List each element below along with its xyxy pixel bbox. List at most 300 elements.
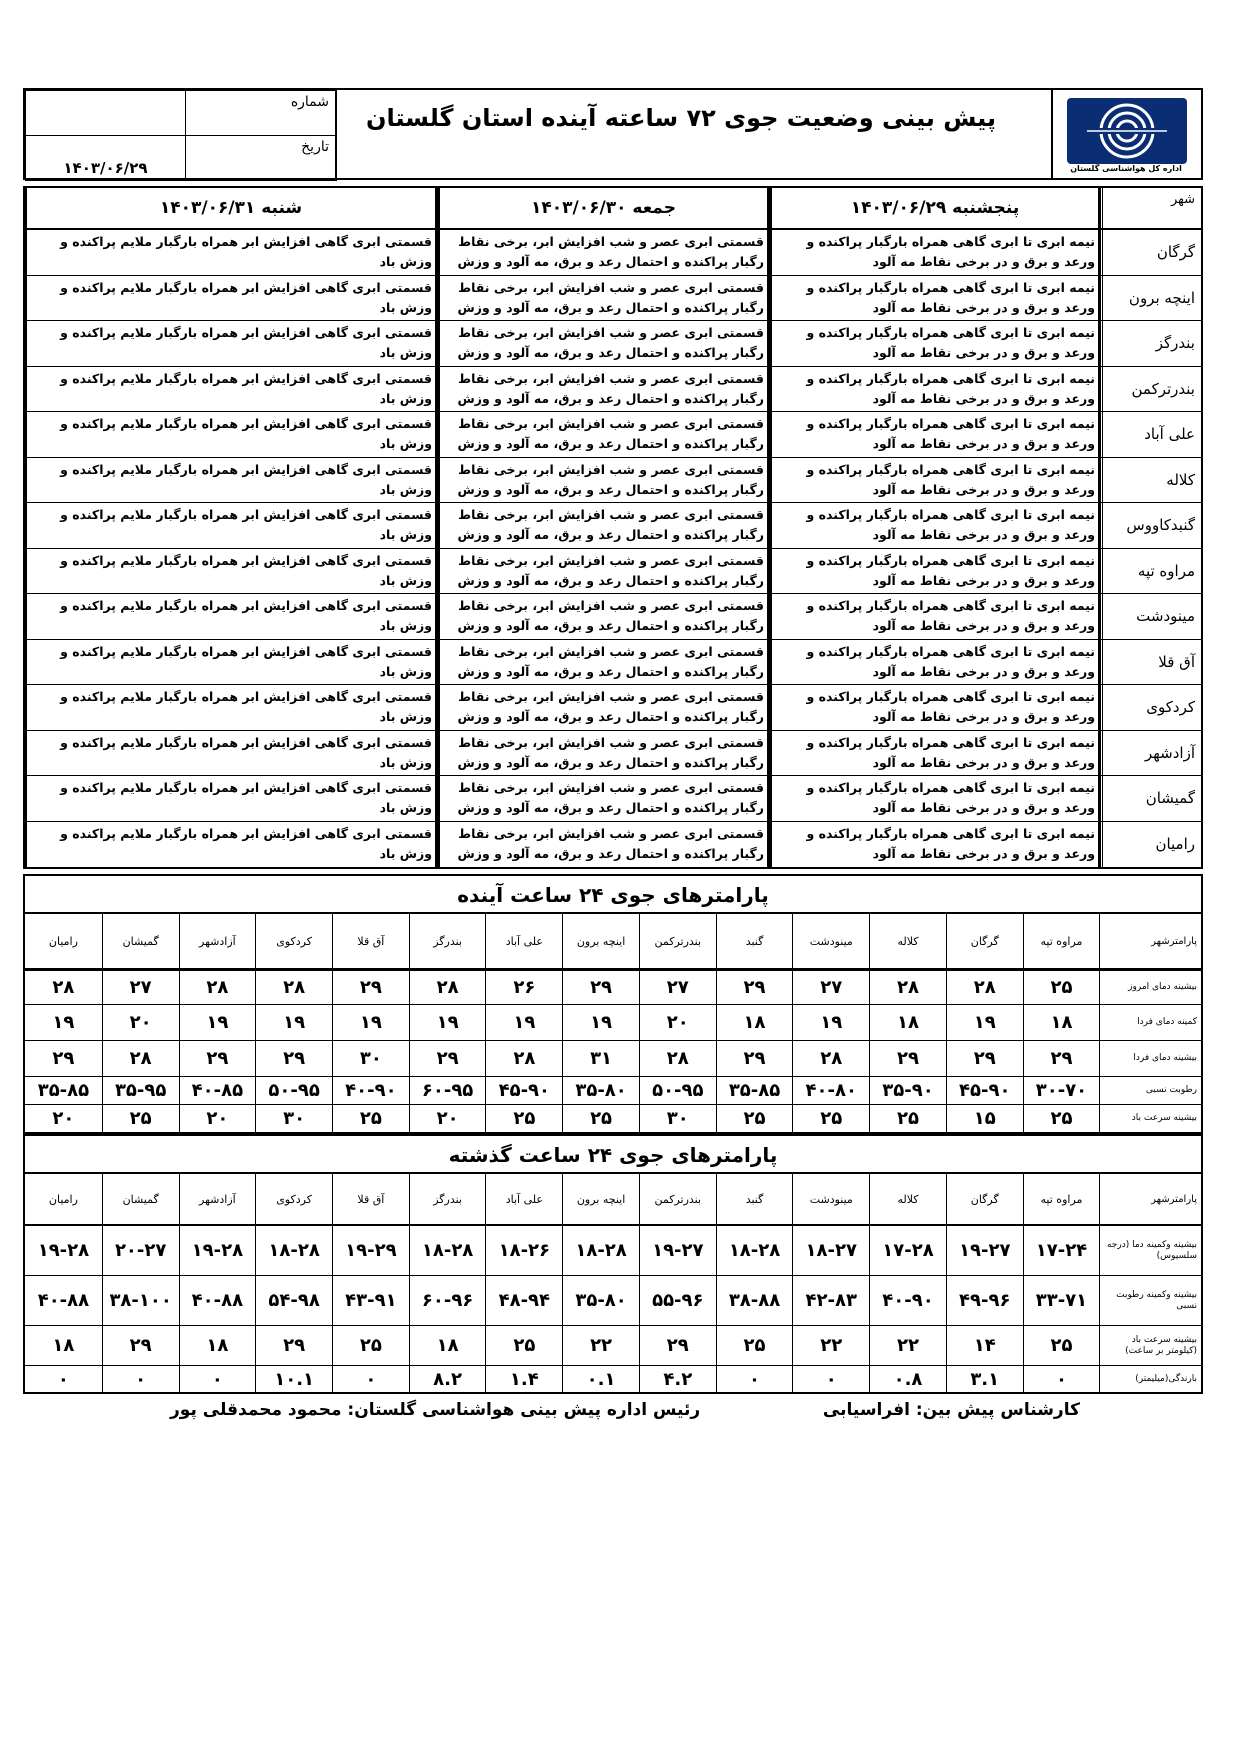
- city-name: آق قلا: [1100, 640, 1201, 685]
- param-row: [25, 1105, 1201, 1133]
- param-city-header: مراوه تپه: [1023, 1174, 1100, 1224]
- param-city-header: بندرترکمن: [639, 914, 716, 968]
- city-name: مینودشت: [1100, 594, 1201, 639]
- param-city-header: مینودشت: [792, 1174, 869, 1224]
- forecast-cell-d2: [437, 822, 769, 868]
- forecast-text: نیمه ابری تا ابری گاهی همراه بارگبار پراکنده و ورعد و برق و در برخی نقاط مه آلود: [806, 598, 1095, 633]
- param-value: ۲۸: [179, 971, 256, 1004]
- city-name: گرگان: [1100, 230, 1201, 275]
- param-value: ۲۵: [102, 1105, 179, 1132]
- forecast-text: نیمه ابری تا ابری گاهی همراه بارگبار پراکنده و ورعد و برق و در برخی نقاط مه آلود: [806, 416, 1095, 451]
- forecast-cell-d1: [769, 412, 1100, 457]
- forecast-cell-d2: [437, 367, 769, 412]
- forecast-cell-d1: [769, 731, 1100, 776]
- param-city-header: بندرگز: [409, 1174, 486, 1224]
- param-value: ۰: [179, 1366, 256, 1392]
- param-value: ۲۰-۲۷: [102, 1226, 179, 1275]
- param-label: بیشینه وکمینه دما (درجه سلسیوس): [1099, 1226, 1201, 1275]
- forecast-text: قسمتی ابری گاهی افزایش ابر همراه بارگبار ملایم پراکنده و وزش باد: [60, 689, 432, 724]
- param-value: ۶۰-۹۵: [409, 1077, 486, 1104]
- param-row: [25, 1226, 1201, 1276]
- forecast-text: قسمتی ابری گاهی افزایش ابر همراه بارگبار ملایم پراکنده و وزش باد: [60, 825, 432, 861]
- past24-body: [25, 1226, 1201, 1392]
- param-value: ۴۰-۸۸: [37, 1290, 90, 1311]
- forecast-text: قسمتی ابری گاهی افزایش ابر همراه بارگبار ملایم پراکنده و وزش باد: [60, 780, 432, 815]
- param-value: ۲۰: [52, 1108, 75, 1129]
- param-value: ۲۷: [639, 971, 716, 1004]
- forecast-cell-d1: [769, 549, 1100, 594]
- param-city-header: آزادشهر: [179, 1174, 256, 1224]
- param-value: ۴۸-۹۴: [485, 1276, 562, 1325]
- page-title: پیش بینی وضعیت جوی ۷۲ ساعته آینده استان گلستان: [366, 104, 996, 132]
- param-value: ۲۸: [485, 1041, 562, 1076]
- forecast-cell-d3: [25, 640, 437, 685]
- param-row: [25, 1366, 1201, 1392]
- city-name: اینچه برون: [1100, 276, 1201, 321]
- forecast-cell-d1: [769, 685, 1100, 730]
- param-value: ۴۰-۹۰: [332, 1077, 409, 1104]
- day2-header: جمعه ۱۴۰۳/۰۶/۳۰: [437, 188, 769, 228]
- forecast-cell-d3: [25, 412, 437, 457]
- forecast-cell-d1: [769, 276, 1100, 321]
- param-city-header: گمیشان: [102, 914, 179, 968]
- meteorology-logo: [1067, 98, 1187, 164]
- param-city-header: گرگان: [946, 914, 1023, 968]
- param-value: ۱۸: [52, 1335, 75, 1356]
- forecast-header-row: [25, 188, 1201, 230]
- forecast-cell-d3: [25, 776, 437, 821]
- param-row: [25, 969, 1201, 1005]
- param-value: ۲۰: [179, 1105, 256, 1132]
- param-value: ۱۹-۲۷: [946, 1226, 1023, 1275]
- param-city-header: مراوه تپه: [1023, 914, 1100, 968]
- param-value: ۲۸: [792, 1041, 869, 1076]
- param-value: ۲۹: [716, 1041, 793, 1076]
- param-value: ۱۹: [792, 1005, 869, 1040]
- forecast-text: قسمتی ابری عصر و شب افزایش ابر، برخی نقاط رگبار پراکنده و احتمال رعد و برق، مه آلود و وزش: [457, 825, 764, 861]
- city-name: گمیشان: [1100, 776, 1201, 821]
- param-city-header: مینودشت: [792, 914, 869, 968]
- param-label: بیشینه دمای امروز: [1099, 971, 1201, 1004]
- param-value: ۴۲-۸۳: [792, 1276, 869, 1325]
- param-value: ۲۵: [332, 1105, 409, 1132]
- param-value: ۰.۱: [562, 1366, 639, 1392]
- forecast-text: نیمه ابری تا ابری گاهی همراه بارگبار پراکنده و ورعد و برق و در برخی نقاط مه آلود: [806, 325, 1095, 360]
- forecast-text: قسمتی ابری گاهی افزایش ابر همراه بارگبار ملایم پراکنده و وزش باد: [60, 461, 432, 497]
- param-value: ۱۹: [485, 1005, 562, 1040]
- forecast-cell-d2: [437, 230, 769, 275]
- city-name: بندرگز: [1100, 321, 1201, 366]
- param-value: ۱۷-۲۴: [1023, 1226, 1100, 1275]
- forecast-text: قسمتی ابری عصر و شب افزایش ابر، برخی نقاط رگبار پراکنده و احتمال رعد و برق، مه آلود و وزش: [457, 552, 764, 588]
- day3-header: شنبه ۱۴۰۳/۰۶/۳۱: [25, 188, 437, 228]
- param-city-header: بندرگز: [409, 914, 486, 968]
- param-label: بیشینه سرعت باد: [1099, 1105, 1201, 1132]
- param-row: [25, 1326, 1201, 1366]
- param-value: ۳۳-۷۱: [1023, 1276, 1100, 1325]
- forecast-cell-d3: [25, 549, 437, 594]
- param-city-header: گمیشان: [102, 1174, 179, 1224]
- param-value: ۲۲: [792, 1326, 869, 1365]
- param-value: ۲۷: [102, 971, 179, 1004]
- param-value: ۱۰.۱: [255, 1366, 332, 1392]
- param-value: ۳۰: [332, 1041, 409, 1076]
- forecast-cell-d2: [437, 503, 769, 548]
- forecast-text: نیمه ابری تا ابری گاهی همراه بارگبار پراکنده و ورعد و برق و در برخی نقاط مه آلود: [806, 734, 1095, 770]
- logo-org-text: اداره کل هواشناسی گلستان: [1070, 164, 1182, 173]
- param-value: ۲۰: [639, 1005, 716, 1040]
- day1-header: پنجشنبه ۱۴۰۳/۰۶/۲۹: [769, 188, 1100, 228]
- param-city-header: علی آباد: [485, 914, 562, 968]
- forecast-text: نیمه ابری تا ابری گاهی همراه بارگبار پراکنده و ورعد و برق و در برخی نقاط مه آلود: [806, 643, 1095, 679]
- param-city-header: رامیان: [48, 934, 78, 948]
- forecast-text: نیمه ابری تا ابری گاهی همراه بارگبار پراکنده و ورعد و برق و در برخی نقاط مه آلود: [806, 461, 1095, 497]
- param-value: ۲۵: [1023, 1105, 1100, 1132]
- param-value: ۲۵: [332, 1326, 409, 1365]
- param-city-header: بندرترکمن: [639, 1174, 716, 1224]
- forecast-text: قسمتی ابری عصر و شب افزایش ابر، برخی نقاط رگبار پراکنده و احتمال رعد و برق، مه آلود و وزش: [457, 234, 764, 269]
- forecast-cell-d2: [437, 321, 769, 366]
- param-value: ۲۹: [869, 1041, 946, 1076]
- param-value: ۳۵-۸۵: [37, 1080, 90, 1101]
- forecast-text: قسمتی ابری گاهی افزایش ابر همراه بارگبار ملایم پراکنده و وزش باد: [60, 370, 432, 406]
- forecast-text: نیمه ابری تا ابری گاهی همراه بارگبار پراکنده و ورعد و برق و در برخی نقاط مه آلود: [806, 825, 1095, 861]
- param-value: ۱۸: [409, 1326, 486, 1365]
- forecast-cell-d2: [437, 594, 769, 639]
- past24-city-header-row: [25, 1174, 1201, 1226]
- forecast-text: نیمه ابری تا ابری گاهی همراه بارگبار پراکنده و ورعد و برق و در برخی نقاط مه آلود: [806, 370, 1095, 406]
- param-city-header: کلاله: [869, 1174, 946, 1224]
- bulletin-header: [23, 88, 1203, 180]
- param-value: ۰: [57, 1368, 69, 1390]
- forecast-cell-d1: [769, 594, 1100, 639]
- forecast-row: [25, 731, 1201, 777]
- param-city-header: گنبد: [716, 914, 793, 968]
- forecast-cell-d1: [769, 822, 1100, 868]
- forecast-cell-d3: [25, 367, 437, 412]
- forecast-text: قسمتی ابری گاهی افزایش ابر همراه بارگبار ملایم پراکنده و وزش باد: [60, 507, 432, 542]
- param-value: ۱۹-۲۸: [37, 1240, 90, 1261]
- param-value: ۱۹-۲۸: [179, 1226, 256, 1275]
- param-value: ۳۰-۷۰: [1023, 1077, 1100, 1104]
- param-value: ۱۵: [946, 1105, 1023, 1132]
- forecast-row: [25, 503, 1201, 549]
- param-value: ۲۹: [102, 1326, 179, 1365]
- forecast-cell-d1: [769, 367, 1100, 412]
- forecast-text: نیمه ابری تا ابری گاهی همراه بارگبار پراکنده و ورعد و برق و در برخی نقاط مه آلود: [806, 552, 1095, 588]
- city-name: کردکوی: [1100, 685, 1201, 730]
- param-value: ۲۰: [102, 1005, 179, 1040]
- param-value: ۱.۴: [485, 1366, 562, 1392]
- date-label: تاریخ: [186, 136, 337, 181]
- param-value: ۱۸-۲۸: [409, 1226, 486, 1275]
- param-value: ۲۹: [179, 1041, 256, 1076]
- forecast-text: نیمه ابری تا ابری گاهی همراه بارگبار پراکنده و ورعد و برق و در برخی نقاط مه آلود: [806, 780, 1095, 815]
- forecast-cell-d1: [769, 458, 1100, 503]
- param-value: ۰: [332, 1366, 409, 1392]
- forecast-text: قسمتی ابری عصر و شب افزایش ابر، برخی نقاط رگبار پراکنده و احتمال رعد و برق، مه آلود و وزش: [457, 325, 764, 360]
- forecast-text: قسمتی ابری عصر و شب افزایش ابر، برخی نقاط رگبار پراکنده و احتمال رعد و برق، مه آلود و وزش: [457, 689, 764, 724]
- param-value: ۲۵: [485, 1326, 562, 1365]
- param-value: ۴۰-۸۰: [792, 1077, 869, 1104]
- param-value: ۳۸-۱۰۰: [102, 1276, 179, 1325]
- param-value: ۳۵-۸۰: [562, 1276, 639, 1325]
- forecast-cell-d3: [25, 685, 437, 730]
- forecast-row: [25, 321, 1201, 367]
- param-value: ۲۹: [332, 971, 409, 1004]
- param-value: ۵۴-۹۸: [255, 1276, 332, 1325]
- param-city-header: گنبد: [716, 1174, 793, 1224]
- param-value: ۲۸: [946, 971, 1023, 1004]
- forecast-cell-d3: [25, 458, 437, 503]
- param-city-header: رامیان: [48, 1192, 78, 1206]
- param-label: رطوبت نسبی: [1099, 1077, 1201, 1104]
- forecast-row: [25, 685, 1201, 731]
- forecast-cell-d2: [437, 276, 769, 321]
- forecast-cell-d2: [437, 685, 769, 730]
- forecast-text: نیمه ابری تا ابری گاهی همراه بارگبار پراکنده و ورعد و برق و در برخی نقاط مه آلود: [806, 507, 1095, 542]
- expert-signature: کارشناس پیش بین: افراسیابی: [822, 1400, 1080, 1420]
- param-city-header: اینچه برون: [562, 914, 639, 968]
- param-value: ۱۸-۲۸: [562, 1226, 639, 1275]
- city-name: بندرترکمن: [1100, 367, 1201, 412]
- param-value: ۲۵: [869, 1105, 946, 1132]
- forecast-cell-d3: [25, 276, 437, 321]
- forecast-text: نیمه ابری تا ابری گاهی همراه بارگبار پراکنده و ورعد و برق و در برخی نقاط مه آلود: [806, 234, 1095, 269]
- forecast-row: [25, 276, 1201, 322]
- next24-params-table: [23, 874, 1203, 1135]
- logo-box: [1051, 90, 1201, 180]
- param-value: ۵۰-۹۵: [639, 1077, 716, 1104]
- param-value: ۲۵: [1023, 1326, 1100, 1365]
- param-value: ۲۸: [869, 971, 946, 1004]
- param-value: ۱۹: [946, 1005, 1023, 1040]
- param-value: ۴۵-۹۰: [946, 1077, 1023, 1104]
- param-value: ۱۹: [332, 1005, 409, 1040]
- number-date-table: [25, 90, 337, 181]
- param-value: ۳۸-۸۸: [716, 1276, 793, 1325]
- forecast-cell-d1: [769, 321, 1100, 366]
- param-value: ۱۹: [562, 1005, 639, 1040]
- next24-body: [25, 969, 1201, 1133]
- forecast-text: نیمه ابری تا ابری گاهی همراه بارگبار پراکنده و ورعد و برق و در برخی نقاط مه آلود: [806, 689, 1095, 724]
- signatures: [0, 1400, 1240, 1430]
- forecast-cell-d1: [769, 776, 1100, 821]
- param-value: ۲۹: [255, 1326, 332, 1365]
- param-value: ۳۵-۸۰: [562, 1077, 639, 1104]
- param-value: ۲۹: [639, 1326, 716, 1365]
- param-value: ۲۷: [792, 971, 869, 1004]
- city-name: رامیان: [1100, 822, 1201, 868]
- param-value: ۲۸: [52, 977, 75, 998]
- param-value: ۲۹: [409, 1041, 486, 1076]
- forecast-row: [25, 640, 1201, 686]
- param-value: ۱۸: [1023, 1005, 1100, 1040]
- forecast-cell-d2: [437, 731, 769, 776]
- date-value: ۱۴۰۳/۰۶/۲۹: [26, 136, 186, 181]
- param-row: [25, 1041, 1201, 1077]
- forecast-text: قسمتی ابری عصر و شب افزایش ابر، برخی نقاط رگبار پراکنده و احتمال رعد و برق، مه آلود و وزش: [457, 643, 764, 679]
- param-value: ۲۹: [716, 971, 793, 1004]
- forecast-cell-d3: [25, 822, 437, 868]
- forecast-text: قسمتی ابری عصر و شب افزایش ابر، برخی نقاط رگبار پراکنده و احتمال رعد و برق، مه آلود و وزش: [457, 461, 764, 497]
- number-value: [26, 91, 186, 136]
- forecast-text: قسمتی ابری گاهی افزایش ابر همراه بارگبار ملایم پراکنده و وزش باد: [60, 279, 432, 315]
- city-name: مراوه تپه: [1100, 549, 1201, 594]
- param-label: بارندگی(میلیمتر): [1099, 1366, 1201, 1392]
- param-value: ۴۳-۹۱: [332, 1276, 409, 1325]
- city-name: علی آباد: [1100, 412, 1201, 457]
- param-row: [25, 1077, 1201, 1105]
- param-label: بیشینه سرعت باد (کیلومتر بر ساعت): [1099, 1326, 1201, 1365]
- param-value: ۲۵: [792, 1105, 869, 1132]
- param-value: ۲۵: [485, 1105, 562, 1132]
- param-value: ۱۸-۲۶: [485, 1226, 562, 1275]
- param-value: ۰: [716, 1366, 793, 1392]
- forecast-text: قسمتی ابری عصر و شب افزایش ابر، برخی نقاط رگبار پراکنده و احتمال رعد و برق، مه آلود و وزش: [457, 416, 764, 451]
- forecast-text: قسمتی ابری عصر و شب افزایش ابر، برخی نقاط رگبار پراکنده و احتمال رعد و برق، مه آلود و وزش: [457, 598, 764, 633]
- forecast-cell-d3: [25, 594, 437, 639]
- city-name: کلاله: [1100, 458, 1201, 503]
- param-value: ۳۵-۹۵: [102, 1077, 179, 1104]
- param-value: ۴.۲: [639, 1366, 716, 1392]
- forecast-cell-d2: [437, 549, 769, 594]
- forecast-cell-d1: [769, 640, 1100, 685]
- city-name: آزادشهر: [1100, 731, 1201, 776]
- forecast-text: قسمتی ابری گاهی افزایش ابر همراه بارگبار ملایم پراکنده و وزش باد: [60, 643, 432, 679]
- forecast-text: نیمه ابری تا ابری گاهی همراه بارگبار پراکنده و ورعد و برق و در برخی نقاط مه آلود: [806, 279, 1095, 315]
- forecast-cell-d3: [25, 503, 437, 548]
- param-value: ۱۹: [255, 1005, 332, 1040]
- next24-title: پارامترهای جوی ۲۴ ساعت آینده: [25, 876, 1201, 914]
- forecast-row: [25, 230, 1201, 276]
- param-label: کمینه دمای فردا: [1099, 1005, 1201, 1040]
- param-value: ۱۹: [179, 1005, 256, 1040]
- param-label: بیشینه دمای فردا: [1099, 1041, 1201, 1076]
- forecast-cell-d3: [25, 230, 437, 275]
- forecast-text: قسمتی ابری گاهی افزایش ابر همراه بارگبار ملایم پراکنده و وزش باد: [60, 234, 432, 269]
- param-value: ۱۸: [869, 1005, 946, 1040]
- param-value: ۳۰: [255, 1105, 332, 1132]
- param-value: ۰: [102, 1366, 179, 1392]
- param-city-header: کردکوی: [255, 914, 332, 968]
- param-value: ۳۰: [639, 1105, 716, 1132]
- param-corner-label: پارامترشهر: [1099, 914, 1201, 968]
- param-value: ۲۵: [1023, 971, 1100, 1004]
- forecast-text: قسمتی ابری عصر و شب افزایش ابر، برخی نقاط رگبار پراکنده و احتمال رعد و برق، مه آلود و وزش: [457, 279, 764, 315]
- next24-city-header-row: [25, 914, 1201, 969]
- forecast-row: [25, 458, 1201, 504]
- forecast-text: قسمتی ابری گاهی افزایش ابر همراه بارگبار ملایم پراکنده و وزش باد: [60, 416, 432, 451]
- forecast-table: [23, 186, 1203, 869]
- param-value: ۲۸: [255, 971, 332, 1004]
- number-label: شماره: [186, 91, 337, 136]
- param-label: بیشینه وکمینه رطوبت نسبی: [1099, 1276, 1201, 1325]
- param-value: ۲۹: [52, 1048, 75, 1069]
- param-value: ۸.۲: [409, 1366, 486, 1392]
- forecast-text: قسمتی ابری گاهی افزایش ابر همراه بارگبار ملایم پراکنده و وزش باد: [60, 325, 432, 360]
- forecast-row: [25, 367, 1201, 413]
- param-value: ۲۹: [1023, 1041, 1100, 1076]
- forecast-cell-d3: [25, 321, 437, 366]
- param-value: ۳۵-۸۵: [716, 1077, 793, 1104]
- param-value: ۰: [792, 1366, 869, 1392]
- param-value: ۱۷-۲۸: [869, 1226, 946, 1275]
- param-value: ۱۸: [716, 1005, 793, 1040]
- param-value: ۱۸-۲۸: [716, 1226, 793, 1275]
- param-corner-label: پارامترشهر: [1099, 1174, 1201, 1224]
- param-value: ۳۱: [562, 1041, 639, 1076]
- param-value: ۲۵: [562, 1105, 639, 1132]
- forecast-text: قسمتی ابری عصر و شب افزایش ابر، برخی نقاط رگبار پراکنده و احتمال رعد و برق، مه آلود و وزش: [457, 780, 764, 815]
- param-city-header: آزادشهر: [179, 914, 256, 968]
- param-value: ۲۸: [639, 1041, 716, 1076]
- forecast-cell-d2: [437, 640, 769, 685]
- forecast-cell-d3: [25, 731, 437, 776]
- head-signature: رئیس اداره پیش بینی هواشناسی گلستان: محمود محمدقلی پور: [170, 1400, 701, 1420]
- forecast-text: قسمتی ابری عصر و شب افزایش ابر، برخی نقاط رگبار پراکنده و احتمال رعد و برق، مه آلود و وزش: [457, 734, 764, 770]
- param-value: ۱۹: [409, 1005, 486, 1040]
- param-value: ۴۵-۹۰: [485, 1077, 562, 1104]
- param-value: ۴۹-۹۶: [946, 1276, 1023, 1325]
- forecast-body: [25, 230, 1201, 867]
- param-value: ۲۸: [409, 971, 486, 1004]
- param-city-header: اینچه برون: [562, 1174, 639, 1224]
- param-value: ۲۹: [946, 1041, 1023, 1076]
- past24-params-table: [23, 1134, 1203, 1394]
- param-value: ۲۸: [102, 1041, 179, 1076]
- param-city-header: گرگان: [946, 1174, 1023, 1224]
- param-value: ۲۵: [716, 1105, 793, 1132]
- param-value: ۱۴: [946, 1326, 1023, 1365]
- forecast-text: قسمتی ابری عصر و شب افزایش ابر، برخی نقاط رگبار پراکنده و احتمال رعد و برق، مه آلود و وزش: [457, 507, 764, 542]
- param-value: ۴۰-۸۵: [179, 1077, 256, 1104]
- param-value: ۲۰: [409, 1105, 486, 1132]
- forecast-cell-d1: [769, 503, 1100, 548]
- param-value: ۱۸-۲۷: [792, 1226, 869, 1275]
- forecast-row: [25, 776, 1201, 822]
- forecast-cell-d1: [769, 230, 1100, 275]
- param-city-header: کلاله: [869, 914, 946, 968]
- param-value: ۲۹: [562, 971, 639, 1004]
- param-value: ۱۹: [52, 1012, 75, 1033]
- param-value: ۲۲: [562, 1326, 639, 1365]
- forecast-row: [25, 412, 1201, 458]
- param-value: ۳۵-۹۰: [869, 1077, 946, 1104]
- param-value: ۲۹: [255, 1041, 332, 1076]
- param-value: ۵۰-۹۵: [255, 1077, 332, 1104]
- param-city-header: علی آباد: [485, 1174, 562, 1224]
- forecast-text: قسمتی ابری گاهی افزایش ابر همراه بارگبار ملایم پراکنده و وزش باد: [60, 598, 432, 633]
- param-value: ۰.۸: [869, 1366, 946, 1392]
- param-value: ۴۰-۸۸: [179, 1276, 256, 1325]
- param-city-header: آق قلا: [332, 1174, 409, 1224]
- param-value: ۱۸: [179, 1326, 256, 1365]
- city-name: گنبدکاووس: [1100, 503, 1201, 548]
- past24-title: پارامترهای جوی ۲۴ ساعت گذشته: [25, 1136, 1201, 1174]
- param-value: ۱۹-۲۷: [639, 1226, 716, 1275]
- city-column-header: شهر: [1100, 188, 1201, 228]
- param-value: ۳.۱: [946, 1366, 1023, 1392]
- forecast-cell-d2: [437, 776, 769, 821]
- param-city-header: کردکوی: [255, 1174, 332, 1224]
- forecast-cell-d2: [437, 458, 769, 503]
- param-value: ۰: [1023, 1366, 1100, 1392]
- param-value: ۱۹-۲۹: [332, 1226, 409, 1275]
- param-value: ۶۰-۹۶: [409, 1276, 486, 1325]
- param-value: ۲۲: [869, 1326, 946, 1365]
- param-row: [25, 1005, 1201, 1041]
